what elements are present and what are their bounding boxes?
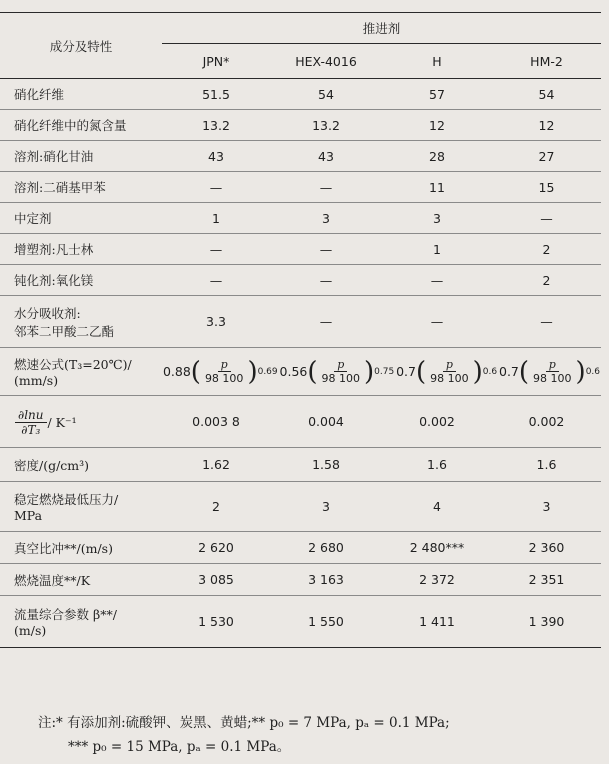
coef: 0.7: [499, 364, 519, 379]
exponent: 0.6: [482, 366, 498, 377]
cell: 3: [492, 482, 601, 532]
numerator: p: [218, 358, 231, 372]
cell: 2 372: [382, 564, 492, 596]
cell: 1 411: [419, 614, 455, 629]
exponent: 0.69: [257, 366, 278, 377]
burn-rate-formulas: [162, 348, 601, 396]
table-note: 注:* 有添加剂:硫酸钾、炭黑、黄蜡;** p₀ = 7 MPa, pₐ = 0.1 MPa;: [38, 715, 450, 731]
cell: 4: [382, 482, 492, 532]
row-label-line: 流量综合参数 β**/: [14, 607, 117, 622]
table-row: [0, 532, 601, 564]
table-row: [0, 141, 601, 172]
table-row: [0, 234, 601, 265]
denominator: 98 100: [430, 372, 469, 385]
cell: 1.6: [382, 448, 492, 482]
row-label: [0, 396, 162, 448]
exponent: 0.6: [585, 366, 601, 377]
cell: 28: [382, 141, 492, 172]
table-row: [0, 564, 601, 596]
table-row: [0, 482, 601, 532]
cell: 3 085: [162, 564, 270, 596]
cell: 27: [492, 141, 601, 172]
propellant-header: JPN*: [162, 44, 270, 79]
cell: 1.58: [270, 448, 382, 482]
numerator: p: [546, 358, 559, 372]
cell: 2: [492, 234, 601, 265]
burn-rate-formula: 0.7 ( $\frac{p}{98 100}$ ) 0.6: [396, 356, 498, 387]
cell: —: [270, 172, 382, 203]
burn-rate-formula: 0.7 ( $\frac{p}{98 100}$ ) 0.6: [499, 356, 601, 387]
row-label: [0, 348, 162, 396]
cell: 51.5: [162, 79, 270, 110]
table-row: [0, 296, 601, 348]
table-note: *** p₀ = 15 MPa, pₐ = 0.1 MPa。: [68, 739, 291, 755]
cell: 0.003 8: [162, 396, 270, 448]
row-label: 钝化剂:氧化镁: [0, 265, 162, 296]
unit: / K⁻¹: [47, 414, 77, 430]
cell: 12: [492, 110, 601, 141]
cell: —: [162, 234, 270, 265]
cell: 1.62: [162, 448, 270, 482]
table-row: [0, 110, 601, 141]
denominator: 98 100: [204, 372, 244, 385]
coef: 0.56: [279, 364, 308, 379]
cell: —: [492, 296, 601, 348]
header-row-1: [0, 13, 601, 44]
cell: 2 360: [492, 532, 601, 564]
cell: —: [270, 265, 382, 296]
cell: 1 390: [528, 614, 565, 629]
cell: 13.2: [162, 110, 270, 141]
burn-rate-formula: 0.56 ( $\frac{p}{98 100}$ ) 0.75: [279, 356, 395, 387]
row-label: [0, 296, 162, 348]
row-label: 溶剂:硝化甘油: [0, 141, 162, 172]
cell: 54: [492, 79, 601, 110]
row-label: 燃烧温度**/K: [0, 564, 162, 596]
propellant-table: [0, 12, 601, 648]
numerator: p: [334, 358, 347, 372]
cell: —: [382, 265, 492, 296]
cell: 54: [270, 79, 382, 110]
row-label: 硝化纤维中的氮含量: [0, 110, 162, 141]
cell: 3.3: [162, 296, 270, 348]
burn-rate-row: [0, 348, 601, 396]
coef: 0.7: [396, 364, 416, 379]
propellant-header: HEX-4016: [270, 44, 382, 79]
cell: 1: [162, 203, 270, 234]
cell: 3 163: [270, 564, 382, 596]
cell: 3: [270, 482, 382, 532]
cell: 2: [492, 265, 601, 296]
cell: 3: [270, 203, 382, 234]
table-row: [0, 79, 601, 110]
cell: 3: [382, 203, 492, 234]
cell: 1 530: [198, 614, 234, 629]
cell: —: [382, 296, 492, 348]
cell: 0.002: [492, 396, 601, 448]
row-label: 溶剂:二硝基甲苯: [0, 172, 162, 203]
cell: 13.2: [270, 110, 382, 141]
group-title: 推进剂: [162, 13, 601, 44]
denominator: 98 100: [321, 372, 361, 385]
cell: 2 351: [492, 564, 601, 596]
table-row: [0, 203, 601, 234]
row-label-line: (mm/s): [14, 373, 59, 388]
row-label: 中定剂: [0, 203, 162, 234]
numerator: ∂lnu: [15, 408, 47, 423]
denominator: 98 100: [533, 372, 572, 385]
cell: 1.6: [492, 448, 601, 482]
cell: 0.004: [270, 396, 382, 448]
cell: 57: [382, 79, 492, 110]
coef: 0.88: [162, 364, 191, 379]
row-label-line: 稳定燃烧最低压力/: [14, 492, 119, 507]
cell: —: [162, 265, 270, 296]
cell: 1: [382, 234, 492, 265]
table-row: [0, 448, 601, 482]
cell: 2: [162, 482, 270, 532]
table-row: [0, 596, 601, 648]
row-label: [0, 596, 162, 648]
cell: —: [270, 296, 382, 348]
table-row: [0, 172, 601, 203]
col-title: 成分及特性: [0, 13, 162, 79]
row-label: 密度/(g/cm³): [0, 448, 162, 482]
cell: 2 480***: [382, 532, 492, 564]
row-label-line: 邻苯二甲酸二乙酯: [14, 323, 115, 339]
row-label-line: MPa: [14, 508, 43, 523]
cell: 0.002: [382, 396, 492, 448]
cell: 43: [270, 141, 382, 172]
propellant-header: HM-2: [492, 44, 601, 79]
cell: 12: [382, 110, 492, 141]
exponent: 0.75: [374, 366, 395, 377]
cell: 2 620: [162, 532, 270, 564]
cell: —: [492, 203, 601, 234]
row-label-line: 燃速公式(T₃=20℃)/: [14, 357, 132, 372]
row-label: [0, 482, 162, 532]
cell: —: [270, 234, 382, 265]
sensitivity-row: [0, 396, 601, 448]
cell: 43: [162, 141, 270, 172]
propellant-header: H: [382, 44, 492, 79]
row-label: 真空比冲**/(m/s): [0, 532, 162, 564]
numerator: p: [443, 358, 456, 372]
row-label: 硝化纤维: [0, 79, 162, 110]
burn-rate-formula: 0.88 ( $\frac{p}{98 100}$ ) 0.69: [162, 356, 278, 387]
denominator: ∂T₃: [21, 422, 41, 437]
row-label-line: 水分吸收剂:: [14, 305, 81, 321]
cell: 2 680: [270, 532, 382, 564]
table-row: [0, 265, 601, 296]
row-label-line: (m/s): [14, 623, 47, 638]
row-label: 增塑剂:凡士林: [0, 234, 162, 265]
cell: 15: [492, 172, 601, 203]
cell: 11: [382, 172, 492, 203]
cell: 1 550: [308, 614, 344, 629]
cell: —: [162, 172, 270, 203]
